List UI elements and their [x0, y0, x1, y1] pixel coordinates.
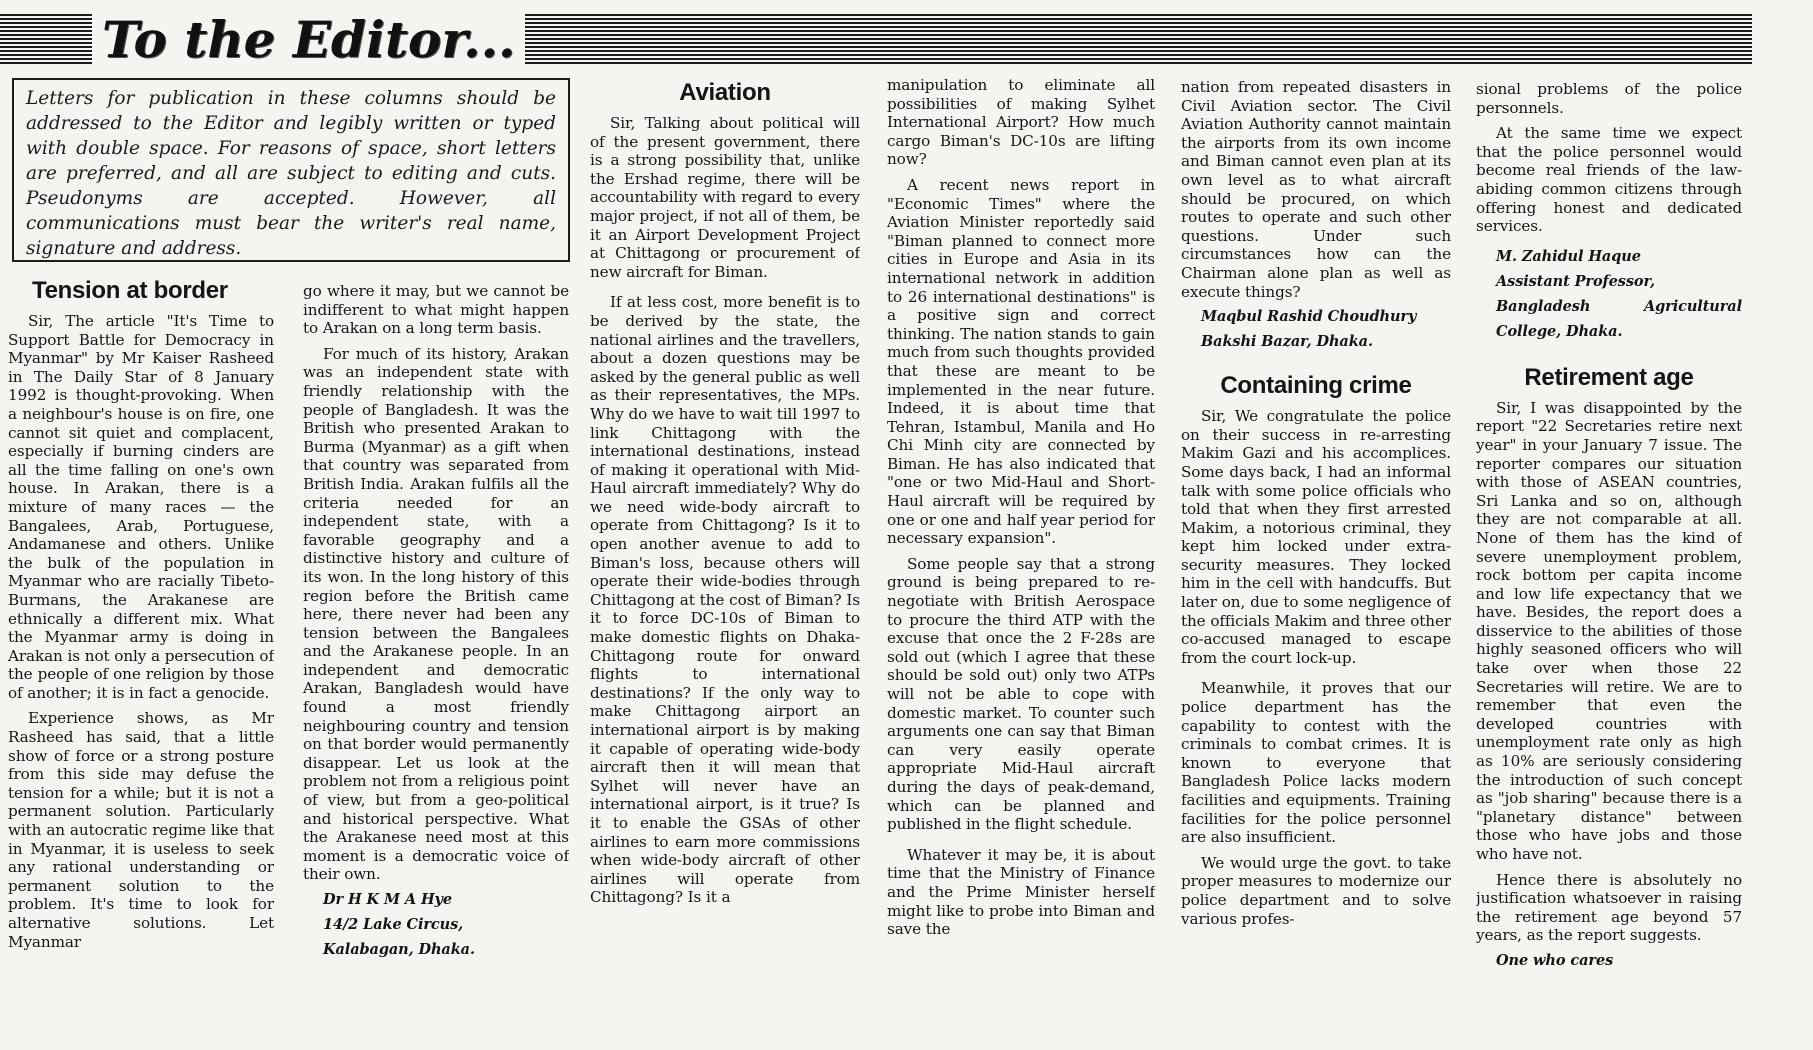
- headline-containing-crime: Containing crime: [1220, 372, 1412, 400]
- editorial-notice-box: [12, 78, 570, 262]
- letter-paragraph: Hence there is absolutely no justification whatsoever in raising the retirement age beyond 57 years, as the report suggests.: [1476, 870, 1742, 945]
- letter-paragraph: Sir, I was disappointed by the report "22 Secretaries retire next year" in your January 7 issue. The reporter compares our situation with those of ASEAN countries, Sri Lanka and so on, although they are not comparable at all. None of them has the kind of severe unemployment problem, rock bottom per capita income and low life expectancy that we have. Besides, the report does a disservice to the abilities of those highly seasoned officers who will take over when those 22 Secretaries will retire. We are to remember that even the developed countries with unemployment rate only as high as 10% are seriously considering the introduction of such concept as "job sharing" because there is a "planetary distance" between those who have jobs and those who have not.: [1476, 398, 1742, 863]
- column-2: [303, 282, 569, 1006]
- signature-block: [1181, 308, 1451, 351]
- signature-block: [1476, 952, 1742, 970]
- column-6: [1476, 80, 1742, 1006]
- column-3: [590, 78, 860, 1006]
- headline-retirement-age: Retirement age: [1524, 363, 1694, 391]
- letter-paragraph: Meanwhile, it proves that our police department has the capability to contest with the criminals to combat crimes. It is known to everyone that Bangladesh Police lacks modern facilities and equipments. Training facilities for the police personnel are also insufficient.: [1181, 679, 1451, 847]
- letter-paragraph: At the same time we expect that the police personnel would become real friends of the law-abiding common citizens through offering honest and dedicated services.: [1476, 124, 1742, 236]
- letter-paragraph: We would urge the govt. to take proper measures to modernize our police department and to solve various profes-: [1181, 853, 1451, 928]
- signature-name: M. Zahidul Haque: [1496, 247, 1641, 265]
- letter-paragraph: Sir, We congratulate the police on their success in re-arresting Makim Gazi and his accomplices. Some days back, I had an informal talk with some police officials who told that when they first arrested Makim, a notorious criminal, they kept him locked under extra-security measures. They locked him in the cell with handcuffs. But later on, due to some negligence of the officials Makim and three other co-accused managed to escape from the court lock-up.: [1181, 407, 1451, 667]
- letter-paragraph: A recent news report in "Economic Times" where the Aviation Minister reportedly said "Biman planned to connect more cities in Europe and Asia in its international network in addition to 26 international destinations" is a positive sign and correct thinking. The nation stands to gain much from such thoughts provided that these are meant to be implemented in the near future. Indeed, it is about time that Tehran, Istambul, Manila and Ho Chi Minh city are connected by Biman. He has also indicated that "one or two Mid-Haul and Short-Haul aircraft will be required by one or one and half year period for necessary expansion".: [887, 175, 1155, 548]
- signature-block: [1476, 248, 1742, 341]
- headline-tension-at-border: Tension at border: [32, 277, 228, 304]
- editorial-notice-text: Letters for publication in these columns should be addressed to the Editor and legibly written or typed with double space. For reasons of space, short letters are preferred, and all are subject to editing and cuts. Pseudonyms are accepted. However, all communications must bear the writer's real name, signature and address.: [26, 88, 556, 259]
- signature-organization: College, Dhaka.: [1496, 322, 1623, 340]
- letter-paragraph: Some people say that a strong ground is being prepared to re-negotiate with British Aerospace to procure the third ATP with the excuse that once the 2 F-28s are sold out (which I agree that these should be sold out) only two ATPs will not be able to cope with domestic market. To counter such arguments one can say that Biman can very easily operate appropriate Mid-Haul aircraft during the days of peak-demand, which can be planned and published in the flight schedule.: [887, 554, 1155, 834]
- signature-address: Bakshi Bazar, Dhaka.: [1201, 333, 1373, 351]
- signature-address: 14/2 Lake Circus,: [323, 916, 464, 933]
- letter-paragraph: For much of its history, Arakan was an independent state with friendly relationship with the people of Bangladesh. It was the British who presented Arakan to Burma (Myanmar) as a gift when that country was separated from British India. Arakan fulfils all the criteria needed for an independent state, with a favorable geography and a distinctive history and culture of its won. In the long history of this region before the British came here, there never had been any tension between the Bangalees and the Arakanese people. In an independent and democratic Arakan, Bangladesh would have found a most friendly neighbouring country and tension on that border would permanently disappear. Let us look at the problem not from a religious point of view, but from a geo-political and historical perspective. What the Arakanese need most at this moment is a democratic voice of their own.: [303, 344, 569, 884]
- letter-paragraph: sional problems of the police personnels.: [1476, 80, 1742, 117]
- letter-paragraph: Sir, Talking about political will of the present government, there is a strong possibility that, unlike the Ershad regime, there will be accountability with regard to every major project, if not all of them, be it an Airport Development Project at Chittagong or procurement of new aircraft for Biman.: [590, 114, 860, 281]
- headline-aviation: Aviation: [679, 79, 771, 106]
- signature-name: One who cares: [1496, 951, 1614, 969]
- letter-paragraph: nation from repeated disasters in Civil Aviation sector. The Civil Aviation Authority cannot maintain the airports from its own income and Biman cannot even plan at its own level as to what aircraft should be procured, on which routes to operate and such other questions. Under such circumstances how can the Chairman alone plan as well as execute things?: [1181, 78, 1451, 301]
- signature-title: Assistant Professor,: [1496, 272, 1655, 290]
- letter-paragraph: Whatever it may be, it is about time that the Ministry of Finance and the Prime Minister herself might like to probe into Biman and save the: [887, 845, 1155, 939]
- signature-organization: Bangladesh Agricultural: [1496, 297, 1742, 315]
- letter-paragraph: go where it may, but we cannot be indifferent to what might happen to Arakan on a long term basis.: [303, 282, 569, 338]
- masthead-banner: [0, 14, 1752, 66]
- column-1: [8, 276, 274, 1006]
- letter-paragraph: Experience shows, as Mr Rasheed has said, that a little show of force or a strong posture from this side may defuse the tension for a while; but it is not a permanent solution. Particularly with an autocratic regime like that in Myanmar, it is useless to seek any rational understanding or permanent solution to the problem. It's time to look for alternative solutions. Let Myanmar: [8, 709, 274, 951]
- signature-name: Dr H K M A Hye: [323, 891, 453, 908]
- letter-paragraph: Sir, The article "It's Time to Support Battle for Democracy in Myanmar" by Mr Kaiser Rasheed in The Daily Star of 8 January 1992 is thought-provoking. When a neighbour's house is on fire, one cannot sit quiet and complacent, especially if burning cinders are all the time falling on one's own house. In Arakan, there is a mixture of many races — the Bangalees, Arab, Portuguese, Andamanese and others. Unlike the bulk of the population in Myanmar who are racially Tibeto-Burmans, the Arakanese are ethnically a different mix. What the Myanmar army is doing in Arakan is not only a persecution of the people of one religion by those of another; it is in fact a genocide.: [8, 312, 274, 702]
- column-4: [887, 76, 1155, 1006]
- signature-name: Maqbul Rashid Choudhury: [1201, 308, 1417, 326]
- signature-address: Kalabagan, Dhaka.: [323, 941, 475, 958]
- signature-block: [303, 891, 569, 959]
- letter-paragraph: If at less cost, more benefit is to be derived by the state, the national airlines and the travellers, about a dozen questions may be asked by the general public as well as their representatives, the MPs. Why do we have to wait till 1997 to link Chittagong with the international destinations, instead of making it operational with Mid-Haul aircraft immediately? Why do we need wide-body aircraft to operate from Chittagong? Is it to open another avenue to add to Biman's loss, because others will operate their wide-bodies through Chittagong at the cost of Biman? Is it to force DC-10s of Biman to make domestic flights on Dhaka-Chittagong route for onward flights to international destinations? If the only way to make Chittagong airport an international airport is by making it capable of operating wide-body aircraft then it will mean that Sylhet will never have an international airport, is it true? Is it to enable the GSAs of other airlines to earn more commissions when wide-body aircraft of other airlines will operate from Chittagong? Is it a: [590, 293, 860, 907]
- masthead-title: To the Editor...: [92, 14, 525, 66]
- column-5: [1181, 78, 1451, 1006]
- letter-paragraph: manipulation to eliminate all possibilities of making Sylhet International Airport? How much cargo Biman's DC-10s are lifting now?: [887, 76, 1155, 169]
